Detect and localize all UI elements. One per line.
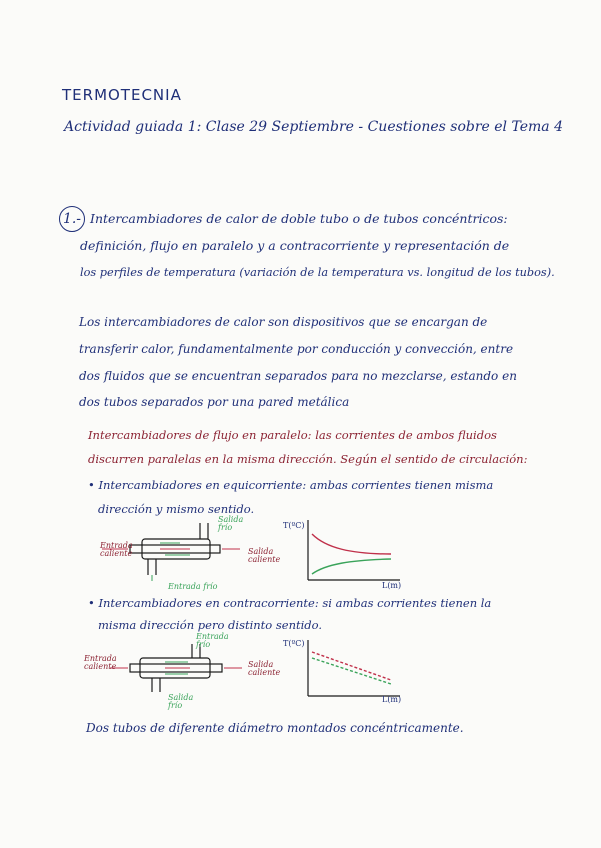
cold-curve: [312, 658, 391, 684]
hot-curve: [312, 534, 391, 554]
label-hot-out: Salida caliente: [248, 547, 281, 564]
cold-curve: [312, 559, 391, 574]
cocurrent-line: • Intercambiadores en equicorriente: ambas corrientes tienen misma: [88, 478, 494, 492]
cocurrent-temperature-plot: [296, 520, 406, 590]
page-title: TERMOTECNIA: [62, 86, 182, 104]
countercurrent-axis-y: T(ºC): [283, 639, 305, 648]
question-number: 1.-: [59, 206, 85, 232]
countercurrent-line: misma dirección pero distinto sentido.: [98, 618, 323, 632]
page-subtitle: Actividad guiada 1: Clase 29 Septiembre - Cuestiones sobre el Tema 4: [64, 119, 563, 135]
parallel-intro-line: discurren paralelas en la misma dirección. Según el sentido de circulación:: [88, 452, 528, 466]
answer-line: Los intercambiadores de calor son dispositivos que se encargan de: [79, 315, 488, 329]
label-cold-out: Salida frío: [218, 515, 244, 532]
closing-line: Dos tubos de diferente diámetro montados concéntricamente.: [86, 721, 464, 735]
answer-line: dos tubos separados por una pared metálica: [79, 395, 350, 409]
label-hot-in: Entrada caliente: [100, 541, 133, 558]
hot-curve: [312, 652, 391, 680]
label-hot-out: Salida caliente: [248, 660, 281, 677]
countercurrent-axis-x: L(m): [382, 695, 402, 704]
question-line: definición, flujo en paralelo y a contracorriente y representación de: [80, 238, 510, 253]
answer-line: dos fluidos que se encuentran separados para no mezclarse, estando en: [79, 369, 517, 383]
question-line: los perfiles de temperatura (variación de la temperatura vs. longitud de los tubos).: [80, 266, 555, 279]
countercurrent-line: • Intercambiadores en contracorriente: si ambas corrientes tienen la: [88, 596, 492, 610]
label-cold-in: Entrada frío: [168, 582, 218, 591]
parallel-intro-line: Intercambiadores de flujo en paralelo: las corrientes de ambos fluidos: [88, 428, 497, 442]
cocurrent-axis-y: T(ºC): [283, 521, 305, 530]
cocurrent-line: dirección y mismo sentido.: [98, 502, 255, 516]
label-cold-in: Entrada frío: [196, 632, 229, 649]
answer-line: transferir calor, fundamentalmente por conducción y convección, entre: [79, 342, 514, 356]
label-hot-in: Entrada caliente: [84, 654, 117, 671]
cocurrent-axis-x: L(m): [382, 581, 402, 590]
question-line: Intercambiadores de calor de doble tubo o de tubos concéntricos:: [90, 211, 508, 226]
label-cold-out: Salida frío: [168, 693, 194, 710]
